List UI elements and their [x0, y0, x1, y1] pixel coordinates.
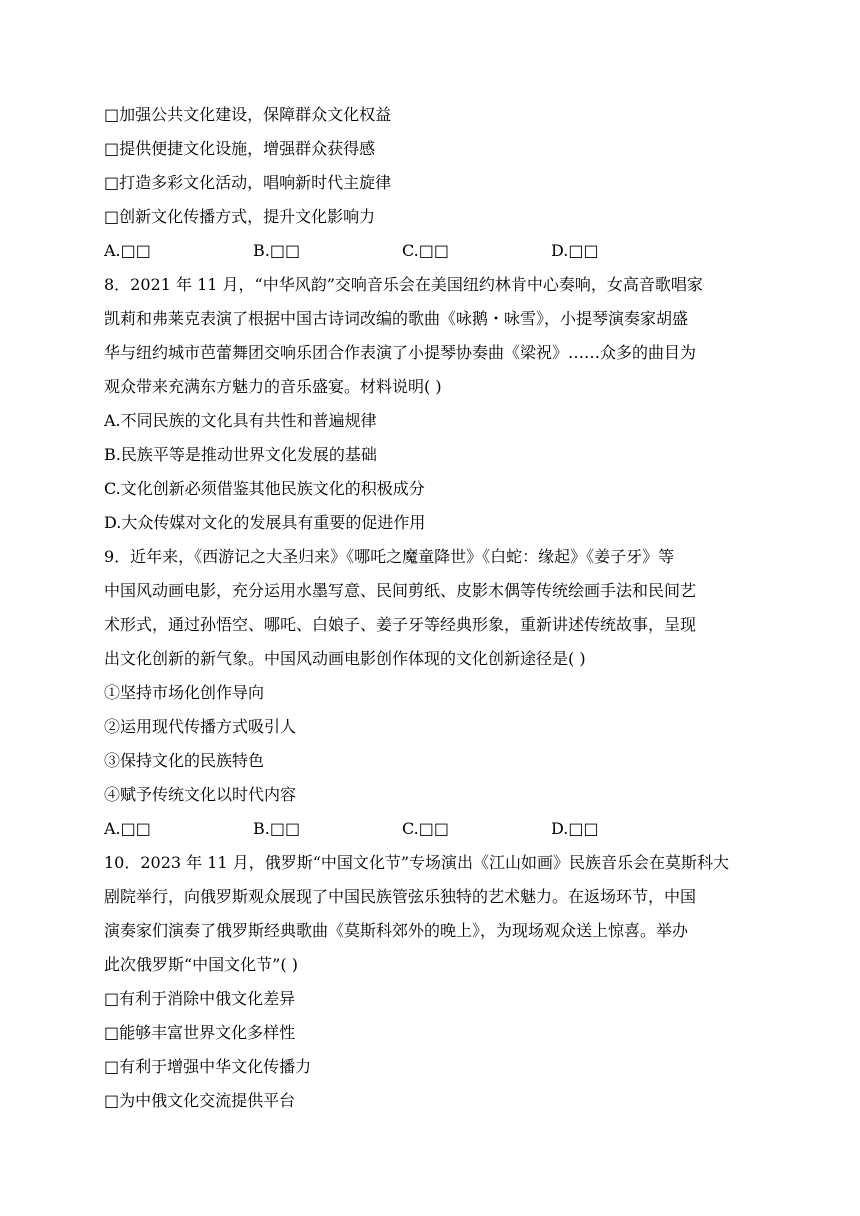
q9-option-c: C.□□ — [402, 819, 449, 838]
q9-stem-line-4: 出文化创新的新气象。中国风动画电影创作体现的文化创新途径是( ) — [104, 649, 586, 668]
q8-stem-line-3: 华与纽约城市芭蕾舞团交响乐团合作表演了小提琴协奏曲《梁祝》……众多的曲目为 — [104, 343, 697, 362]
q8-stem-line-2: 凯莉和弗莱克表演了根据中国古诗词改编的歌曲《咏鹅・咏雪》，小提琴演奏家胡盛 — [104, 309, 689, 328]
q10-stem-line-2: 剧院举行，向俄罗斯观众展现了中国民族管弦乐独特的艺术魅力。在返场环节，中国 — [104, 887, 697, 906]
q10-stem — [104, 846, 764, 982]
q7-statements — [104, 98, 764, 234]
q8-stem — [104, 268, 764, 404]
q9-options — [104, 812, 764, 846]
q8-option-c: C.文化创新必须借鉴其他民族文化的积极成分 — [104, 479, 425, 498]
q8-option-a: A.不同民族的文化具有共性和普遍规律 — [104, 411, 377, 430]
q7-statement-1: □加强公共文化建设，保障群众文化权益 — [104, 105, 392, 124]
q9-statement-1: ①坚持市场化创作导向 — [104, 683, 265, 702]
q10-stem-line-3: 演奏家们演奏了俄罗斯经典歌曲《莫斯科郊外的晚上》，为现场观众送上惊喜。举办 — [104, 921, 689, 940]
q7-statement-3: □打造多彩文化活动，唱响新时代主旋律 — [104, 173, 392, 192]
q9-stem-line-1: 9．近年来，《西游记之大圣归来》《哪吒之魔童降世》《白蛇：缘起》《姜子牙》等 — [104, 547, 675, 566]
q10-statements — [104, 982, 764, 1118]
q10-stem-line-1: 10．2023 年 11 月，俄罗斯“中国文化节”专场演出《江山如画》民族音乐会在莫斯科大 — [104, 853, 730, 872]
q9-stem-line-2: 中国风动画电影，充分运用水墨写意、民间剪纸、皮影木偶等传统绘画手法和民间艺 — [104, 581, 697, 600]
q7-option-d: D.□□ — [551, 241, 599, 260]
q9-statements — [104, 676, 764, 812]
q7-option-b: B.□□ — [253, 241, 301, 260]
q8-stem-line-4: 观众带来充满东方魅力的音乐盛宴。材料说明( ) — [104, 377, 442, 396]
q9-statement-4: ④赋予传统文化以时代内容 — [104, 785, 297, 804]
q7-option-a: A.□□ — [104, 241, 151, 260]
q7-statement-2: □提供便捷文化设施，增强群众获得感 — [104, 139, 376, 158]
q8-option-d: D.大众传媒对文化的发展具有重要的促进作用 — [104, 513, 426, 532]
q10-statement-3: □有利于增强中华文化传播力 — [104, 1057, 312, 1076]
q8-options — [104, 404, 764, 540]
q9-stem — [104, 540, 764, 676]
q10-statement-2: □能够丰富世界文化多样性 — [104, 1023, 296, 1042]
q10-stem-line-4: 此次俄罗斯“中国文化节”( ) — [104, 955, 298, 974]
q10-statement-1: □有利于消除中俄文化差异 — [104, 989, 296, 1008]
q9-option-d: D.□□ — [551, 819, 599, 838]
q9-stem-line-3: 术形式，通过孙悟空、哪吒、白娘子、姜子牙等经典形象，重新讲述传统故事，呈现 — [104, 615, 697, 634]
q9-option-b: B.□□ — [253, 819, 301, 838]
q7-statement-4: □创新文化传播方式，提升文化影响力 — [104, 207, 376, 226]
q8-option-b: B.民族平等是推动世界文化发展的基础 — [104, 445, 377, 464]
q8-stem-line-1: 8．2021 年 11 月，“中华风韵”交响音乐会在美国纽约林肯中心奏响，女高音歌唱家 — [104, 275, 703, 294]
q7-options — [104, 234, 764, 268]
q9-statement-3: ③保持文化的民族特色 — [104, 751, 265, 770]
q9-statement-2: ②运用现代传播方式吸引人 — [104, 717, 297, 736]
q7-option-c: C.□□ — [402, 241, 449, 260]
document-page — [104, 98, 764, 1118]
q9-option-a: A.□□ — [104, 819, 151, 838]
q10-statement-4: □为中俄文化交流提供平台 — [104, 1091, 296, 1110]
